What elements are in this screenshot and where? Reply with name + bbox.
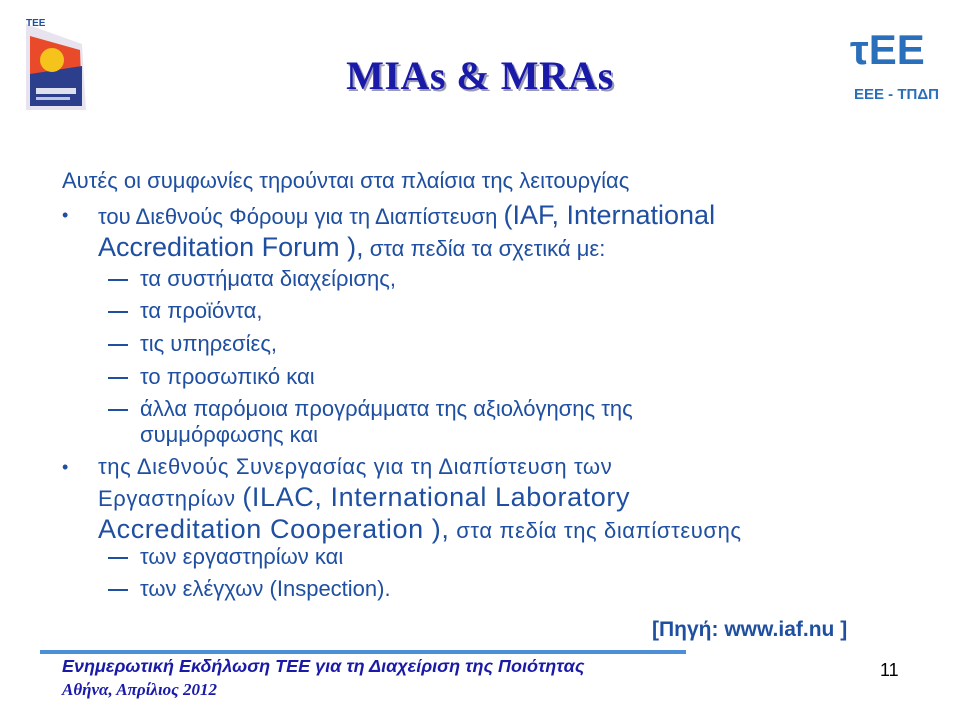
bullet-iaf (62, 200, 922, 264)
dash-icon (108, 311, 128, 313)
page-number: 11 (880, 660, 899, 680)
bullet-dot: • (62, 205, 69, 225)
bullet-iaf-text-b: (IAF, International (503, 200, 716, 230)
logo-badge: TEE (26, 18, 46, 29)
bullet-iaf-text-d: στα πεδία τα σχετικά με: (363, 236, 606, 261)
list-item: άλλα παρόμοια προγράμματα της αξιολόγησης της (108, 394, 633, 424)
bullet-iaf-text-a: του Διεθνούς Φόρουμ για τη Διαπίστευση (98, 204, 504, 229)
bullet-ilac-line1: της Διεθνούς Συνεργασίας για τη Διαπίστευση των (98, 454, 613, 479)
footer-date: Αθήνα, Απρίλιος 2012 (62, 680, 218, 699)
tee-logo-text: τEE (850, 26, 925, 70)
slide-title: MIAs & MRAs (346, 53, 614, 98)
dash-icon (108, 557, 128, 559)
bullet-ilac-line2b: (ILAC, International Laboratory (242, 482, 631, 512)
list-item-continuation: συμμόρφωσης και (140, 422, 319, 447)
intro-text: Αυτές οι συμφωνίες τηρούνται στα πλαίσια της λειτουργίας (62, 168, 630, 193)
footer-divider (40, 650, 686, 654)
dash-icon (108, 344, 128, 346)
tee-subtitle: ΕΕΕ - ΤΠΔΠ (854, 86, 939, 103)
dash-icon (108, 409, 128, 411)
dash-icon (108, 377, 128, 379)
list-item: το προσωπικό και (108, 362, 315, 392)
dash-icon (108, 279, 128, 281)
list-item: των ελέγχων (Inspection). (108, 574, 391, 604)
source-citation: [Πηγή: www.iaf.nu ] (652, 618, 848, 641)
bullet-ilac-line3b: στα πεδία της διαπίστευσης (449, 518, 742, 543)
bullet-iaf-text-c: Accreditation Forum ), (98, 232, 364, 262)
bullet-ilac (62, 452, 922, 546)
list-item: τις υπηρεσίες, (108, 329, 277, 359)
list-item: τα συστήματα διαχείρισης, (108, 264, 396, 294)
list-item: των εργαστηρίων και (108, 542, 343, 572)
bullet-ilac-line2a: Εργαστηρίων (98, 486, 243, 511)
bullet-ilac-line3a: Accreditation Cooperation ), (98, 514, 450, 544)
bullet-dot: • (62, 457, 69, 477)
dash-icon (108, 589, 128, 591)
footer-event: Ενημερωτική Εκδήλωση ΤΕΕ για τη Διαχείριση της Ποιότητας (62, 656, 585, 676)
list-item: τα προϊόντα, (108, 296, 262, 326)
